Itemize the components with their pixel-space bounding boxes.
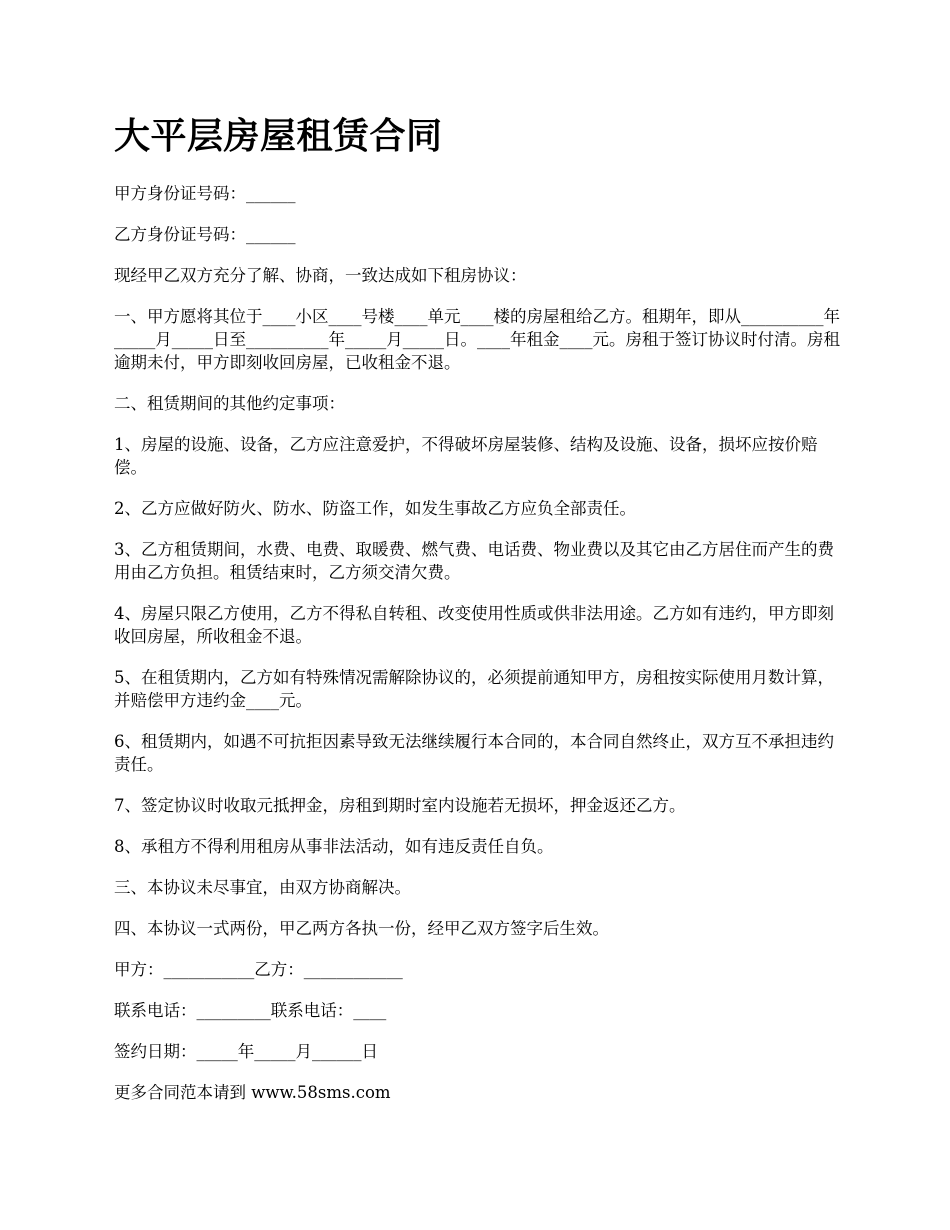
term-item-1: 1、房屋的设施、设备，乙方应注意爱护，不得破坏房屋装修、结构及设施、设备，损坏应按价赔偿。 — [114, 435, 818, 477]
contact-phone-line: 联系电话：_________联系电话：____ — [114, 1001, 387, 1020]
party-b-id-line: 乙方身份证号码：______ — [114, 225, 296, 244]
term-item-5: 5、在租赁期内，乙方如有特殊情况需解除协议的，必须提前通知甲方，房租按实际使用月数计算，并赔偿甲方违约金____元。 — [114, 668, 834, 710]
party-a-id-line: 甲方身份证号码：______ — [114, 184, 296, 203]
footer-website-note: 更多合同范本请到 www.58sms.com — [114, 1083, 391, 1102]
term-item-2: 2、乙方应做好防火、防水、防盗工作，如发生事故乙方应负全部责任。 — [114, 499, 636, 518]
contract-document — [114, 112, 844, 1122]
clause-four: 四、本协议一式两份，甲乙两方各执一份，经甲乙双方签字后生效。 — [114, 919, 609, 938]
term-item-7: 7、签定协议时收取元抵押金，房租到期时室内设施若无损坏，押金返还乙方。 — [114, 796, 686, 815]
signing-date-line: 签约日期：_____年_____月______日 — [114, 1042, 378, 1061]
agreement-intro: 现经甲乙双方充分了解、协商，一致达成如下租房协议： — [114, 266, 527, 285]
signature-line: 甲方：___________乙方：____________ — [114, 960, 403, 979]
clause-three: 三、本协议未尽事宜，由双方协商解决。 — [114, 878, 411, 897]
clause-two-heading: 二、租赁期间的其他约定事项： — [114, 394, 345, 413]
document-title: 大平层房屋租赁合同 — [114, 116, 443, 157]
clause-one: 一、甲方愿将其位于____小区____号楼____单元____楼的房屋租给乙方。租期年，即从__________年_____月_____日至__________年_____月_____日。____年租金____元。房租于签订协议时付清。房租逾期未付，甲方即刻收回房屋，已收租金不退。 — [114, 307, 840, 372]
term-item-3: 3、乙方租赁期间，水费、电费、取暖费、燃气费、电话费、物业费以及其它由乙方居住而产生的费用由乙方负担。租赁结束时，乙方须交清欠费。 — [114, 540, 834, 582]
term-item-8: 8、承租方不得利用租房从事非法活动，如有违反责任自负。 — [114, 837, 554, 856]
term-item-6: 6、租赁期内，如遇不可抗拒因素导致无法继续履行本合同的，本合同自然终止，双方互不承担违约责任。 — [114, 732, 834, 774]
term-item-4: 4、房屋只限乙方使用，乙方不得私自转租、改变使用性质或供非法用途。乙方如有违约，甲方即刻收回房屋，所收租金不退。 — [114, 604, 834, 646]
